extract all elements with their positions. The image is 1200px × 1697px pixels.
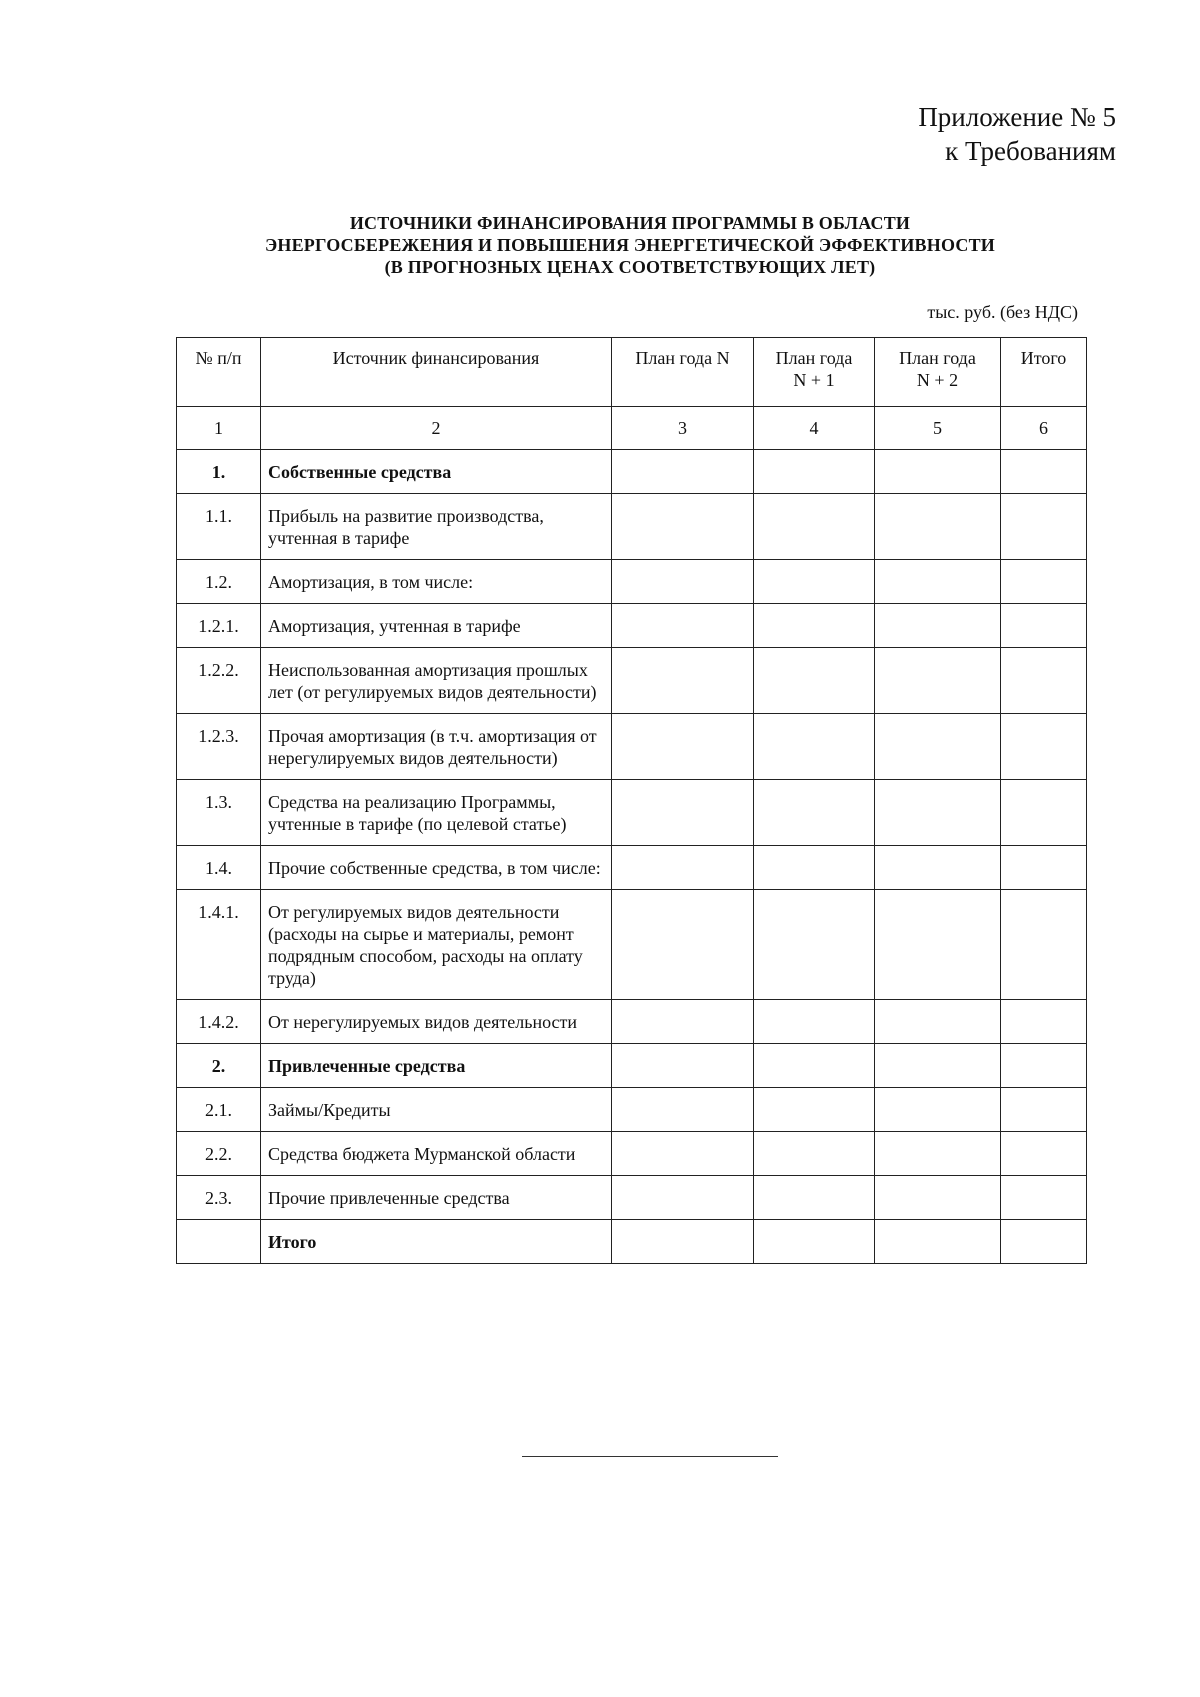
cell-plan-n	[612, 780, 754, 846]
cell-plan-n1	[754, 560, 875, 604]
row-source-name: Прибыль на развитие производства, учтенная в тарифе	[261, 494, 612, 560]
cell-plan-n2	[875, 780, 1001, 846]
table-row	[177, 560, 1087, 604]
row-source-name: Прочие привлеченные средства	[261, 1176, 612, 1220]
header-row	[177, 338, 1087, 407]
row-source-name: Амортизация, учтенная в тарифе	[261, 604, 612, 648]
document-title	[0, 212, 1200, 278]
table-row	[177, 1176, 1087, 1220]
header-plan-n1-year: N + 1	[793, 370, 835, 390]
cell-plan-n1	[754, 1176, 875, 1220]
table-row	[177, 714, 1087, 780]
row-number: 1.4.2.	[177, 1000, 261, 1044]
row-number: 1.1.	[177, 494, 261, 560]
cell-plan-n2	[875, 648, 1001, 714]
cell-total	[1001, 714, 1087, 780]
units-note: тыс. руб. (без НДС)	[927, 302, 1078, 322]
table-row	[177, 494, 1087, 560]
column-number: 5	[875, 407, 1001, 450]
row-source-name: Собственные средства	[261, 450, 612, 494]
cell-total	[1001, 450, 1087, 494]
cell-total	[1001, 1176, 1087, 1220]
cell-plan-n2	[875, 890, 1001, 1000]
cell-total	[1001, 780, 1087, 846]
row-number: 1.2.	[177, 560, 261, 604]
cell-plan-n	[612, 450, 754, 494]
cell-plan-n2	[875, 1176, 1001, 1220]
cell-plan-n1	[754, 1088, 875, 1132]
cell-plan-n	[612, 1088, 754, 1132]
cell-plan-n	[612, 494, 754, 560]
cell-plan-n1	[754, 780, 875, 846]
table-row	[177, 890, 1087, 1000]
cell-plan-n2	[875, 1000, 1001, 1044]
cell-total	[1001, 890, 1087, 1000]
cell-plan-n	[612, 1044, 754, 1088]
cell-total	[1001, 1044, 1087, 1088]
column-number: 4	[754, 407, 875, 450]
column-number: 1	[177, 407, 261, 450]
row-source-name: Средства на реализацию Программы, учтенные в тарифе (по целевой статье)	[261, 780, 612, 846]
cell-plan-n1	[754, 1000, 875, 1044]
cell-total	[1001, 1000, 1087, 1044]
cell-plan-n2	[875, 1220, 1001, 1264]
cell-plan-n	[612, 604, 754, 648]
cell-plan-n	[612, 1000, 754, 1044]
row-source-name: От регулируемых видов деятельности (расходы на сырье и материалы, ремонт подрядным способом, расходы на оплату труда)	[261, 890, 612, 1000]
table-row	[177, 1088, 1087, 1132]
table-row	[177, 1132, 1087, 1176]
cell-plan-n	[612, 1220, 754, 1264]
header-plan-n1-label: План года	[775, 348, 853, 368]
row-source-name: Займы/Кредиты	[261, 1088, 612, 1132]
cell-plan-n1	[754, 1132, 875, 1176]
row-source-name: Неиспользованная амортизация прошлых лет (от регулируемых видов деятельности)	[261, 648, 612, 714]
title-line-3: (В ПРОГНОЗНЫХ ЦЕНАХ СООТВЕТСТВУЮЩИХ ЛЕТ)	[384, 257, 876, 277]
row-source-name: Итого	[261, 1220, 612, 1264]
row-number: 1.3.	[177, 780, 261, 846]
cell-total	[1001, 560, 1087, 604]
cell-total	[1001, 604, 1087, 648]
appendix-label	[918, 100, 1116, 168]
header-source: Источник финансирования	[261, 338, 612, 407]
row-source-name: Амортизация, в том числе:	[261, 560, 612, 604]
financing-table	[176, 337, 1087, 1264]
header-plan-n1	[754, 338, 875, 407]
header-num: № п/п	[177, 338, 261, 407]
cell-plan-n	[612, 1176, 754, 1220]
cell-plan-n2	[875, 604, 1001, 648]
row-number: 1.4.	[177, 846, 261, 890]
table-row	[177, 780, 1087, 846]
cell-plan-n2	[875, 1044, 1001, 1088]
cell-plan-n1	[754, 890, 875, 1000]
cell-plan-n1	[754, 1220, 875, 1264]
cell-plan-n1	[754, 648, 875, 714]
cell-plan-n2	[875, 450, 1001, 494]
column-number-row	[177, 407, 1087, 450]
header-total: Итого	[1001, 338, 1087, 407]
cell-plan-n	[612, 890, 754, 1000]
table-row	[177, 604, 1087, 648]
row-number	[177, 1220, 261, 1264]
title-line-2: ЭНЕРГОСБЕРЕЖЕНИЯ И ПОВЫШЕНИЯ ЭНЕРГЕТИЧЕСКОЙ ЭФФЕКТИВНОСТИ	[264, 235, 995, 255]
table-row	[177, 648, 1087, 714]
column-number: 6	[1001, 407, 1087, 450]
header-plan-n2-label: План года	[899, 348, 976, 368]
header-plan-n2	[875, 338, 1001, 407]
cell-plan-n	[612, 846, 754, 890]
table-row	[177, 1000, 1087, 1044]
row-source-name: От нерегулируемых видов деятельности	[261, 1000, 612, 1044]
row-source-name: Средства бюджета Мурманской области	[261, 1132, 612, 1176]
row-number: 2.1.	[177, 1088, 261, 1132]
cell-plan-n	[612, 648, 754, 714]
cell-plan-n	[612, 714, 754, 780]
table-row	[177, 846, 1087, 890]
cell-plan-n2	[875, 1088, 1001, 1132]
cell-plan-n1	[754, 450, 875, 494]
cell-plan-n2	[875, 494, 1001, 560]
end-divider	[522, 1456, 778, 1457]
row-number: 1.2.1.	[177, 604, 261, 648]
header-plan-n: План года N	[612, 338, 754, 407]
row-number: 1.4.1.	[177, 890, 261, 1000]
cell-plan-n1	[754, 714, 875, 780]
cell-total	[1001, 1088, 1087, 1132]
cell-total	[1001, 1132, 1087, 1176]
table-row	[177, 1044, 1087, 1088]
cell-plan-n1	[754, 1044, 875, 1088]
cell-total	[1001, 1220, 1087, 1264]
row-number: 2.3.	[177, 1176, 261, 1220]
row-source-name: Привлеченные средства	[261, 1044, 612, 1088]
cell-plan-n2	[875, 846, 1001, 890]
appendix-reference: к Требованиям	[945, 136, 1116, 166]
cell-total	[1001, 648, 1087, 714]
appendix-number: Приложение № 5	[918, 102, 1116, 132]
cell-total	[1001, 846, 1087, 890]
column-number: 3	[612, 407, 754, 450]
row-number: 1.2.3.	[177, 714, 261, 780]
cell-plan-n2	[875, 714, 1001, 780]
row-number: 2.2.	[177, 1132, 261, 1176]
row-source-name: Прочая амортизация (в т.ч. амортизация от нерегулируемых видов деятельности)	[261, 714, 612, 780]
cell-plan-n	[612, 560, 754, 604]
title-line-1: ИСТОЧНИКИ ФИНАНСИРОВАНИЯ ПРОГРАММЫ В ОБЛАСТИ	[349, 213, 911, 233]
cell-plan-n2	[875, 560, 1001, 604]
cell-plan-n1	[754, 604, 875, 648]
cell-plan-n2	[875, 1132, 1001, 1176]
cell-plan-n1	[754, 494, 875, 560]
row-number: 1.	[177, 450, 261, 494]
column-number: 2	[261, 407, 612, 450]
cell-total	[1001, 494, 1087, 560]
row-source-name: Прочие собственные средства, в том числе:	[261, 846, 612, 890]
table-row-total	[177, 1220, 1087, 1264]
cell-plan-n1	[754, 846, 875, 890]
table-row	[177, 450, 1087, 494]
cell-plan-n	[612, 1132, 754, 1176]
row-number: 2.	[177, 1044, 261, 1088]
header-plan-n2-year: N + 2	[916, 370, 959, 390]
row-number: 1.2.2.	[177, 648, 261, 714]
